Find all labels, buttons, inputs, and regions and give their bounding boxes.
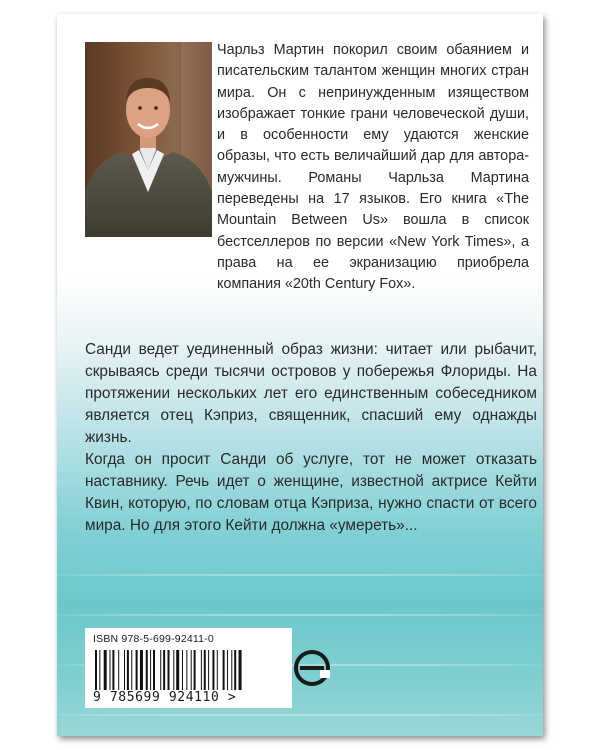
- water-ripple: [57, 574, 543, 576]
- book-back-cover: [57, 14, 543, 736]
- author-portrait-image: [85, 42, 212, 237]
- water-ripple: [57, 614, 543, 616]
- publisher-logo-icon: [294, 650, 330, 686]
- isbn-label: ISBN 978-5-699-92411-0: [93, 633, 214, 645]
- author-bio: Чарльз Мартин покорил своим обаянием и писательским талантом женщин многих стран мира. Он с непринужденным изяществом изображает тонкие грани человеческой души, и в особенности ему удаются женские образы, что есть величайший дар для автора-мужчины. Романы Чарльза Мартина переведены на 17 языков. Его книга «The Mountain Between Us» вошла в список бестселлеров по версии «New York Times», а права на ее экранизацию приобрела компания «20th Century Fox».: [217, 42, 529, 293]
- synopsis-paragraph-1: Санди ведет уединенный образ жизни: читает или рыбачит, скрываясь среди тысячи островов у побережья Флориды. На протяжении нескольких лет его единственным собеседником является отец Кэприз, священник, спасший ему однажды жизнь.: [85, 341, 537, 446]
- barcode-digits: 9 785699 924110 >: [93, 690, 237, 705]
- author-photo: [85, 42, 212, 237]
- water-ripple: [57, 714, 543, 716]
- barcode: [95, 650, 280, 690]
- synopsis-paragraph-2: Когда он просит Санди об услуге, тот не может отказать наставнику. Речь идет о женщине, известной актрисе Кейти Квин, которую, по словам отца Кэприза, нужно спасти от всего мира. Но для этого Кейти должна «умереть»...: [85, 451, 537, 534]
- barcode-box: [85, 628, 292, 708]
